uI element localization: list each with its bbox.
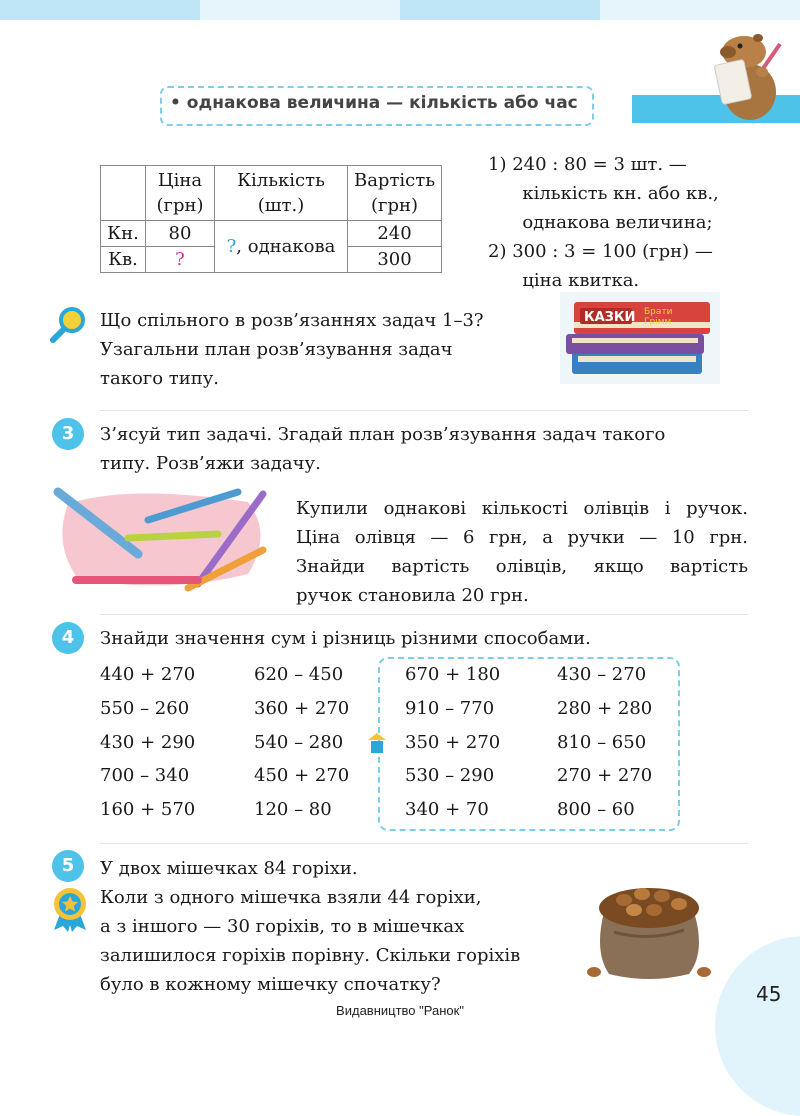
task4-instructions: Знайди значення сум і різниць різними способами. (100, 628, 591, 649)
solution-block (488, 150, 719, 295)
table-row-label: Кн. (101, 221, 146, 247)
price-table (100, 165, 442, 273)
page-number: 45 (756, 982, 782, 1006)
top-strip-4 (600, 0, 800, 20)
table-row (101, 221, 442, 247)
top-strip-2 (200, 0, 400, 20)
table-cell-cost: 240 (348, 221, 442, 247)
expression: 430 – 270 (557, 664, 647, 685)
task3-problem: Купили однакові кількості олівців і ручок. Ціна олівця — 6 грн, а ручки — 10 грн. Знайди вартість олівців, якщо вартість ручок становила 20 грн. (296, 498, 748, 606)
question-mark-blue: ? (226, 236, 237, 257)
expression: 430 + 290 (100, 732, 196, 753)
solution-line: кількість кн. або кв., (488, 183, 719, 204)
separator (100, 614, 748, 615)
task3-instructions: З’ясуй тип задачі. Згадай план розв’язування задач такого типу. Розв’яжи задачу. (100, 424, 666, 474)
expression: 810 – 650 (557, 732, 647, 753)
table-header-empty (101, 166, 146, 221)
house-marker-icon (368, 733, 386, 753)
page-corner-decoration (715, 936, 800, 1116)
table-header-price: Ціна (грн) (146, 166, 215, 221)
expression: 550 – 260 (100, 698, 190, 719)
question-text: Що спільного в розв’язаннях задач 1–3? Узагальни план розв’язування задач такого типу. (100, 310, 484, 389)
question-mark-pink: ? (146, 247, 215, 273)
separator (100, 410, 748, 411)
books-label-2: Брати (644, 307, 673, 317)
solution-line: однакова величина; (488, 212, 713, 233)
expression: 620 – 450 (254, 664, 344, 685)
separator (100, 843, 748, 844)
expression: 800 – 60 (557, 799, 635, 820)
table-cell-quantity: ?, однакова (215, 221, 348, 273)
expression: 670 + 180 (405, 664, 501, 685)
expression: 530 – 290 (405, 765, 495, 786)
table-cell-price: 80 (146, 221, 215, 247)
table-row-label: Кв. (101, 247, 146, 273)
expression: 350 + 270 (405, 732, 501, 753)
solution-line: 1) 240 : 80 = 3 шт. — (488, 154, 687, 175)
expression: 340 + 70 (405, 799, 489, 820)
top-strip-1 (0, 0, 200, 20)
pens-pencils-icon (48, 484, 278, 594)
expression: 700 – 340 (100, 765, 190, 786)
task-number-4: 4 (52, 622, 84, 654)
expression: 280 + 280 (557, 698, 653, 719)
publisher-footer: Видавництво "Ранок" (336, 1003, 464, 1018)
top-strip-3 (400, 0, 600, 20)
expression: 440 + 270 (100, 664, 196, 685)
table-header-quantity: Кількість (шт.) (215, 166, 348, 221)
books-label-3: Грімм (644, 317, 672, 327)
rule-text: • однакова величина — кількість або час (170, 93, 578, 113)
expression: 160 + 570 (100, 799, 196, 820)
expression: 360 + 270 (254, 698, 350, 719)
magnifier-icon (48, 305, 88, 345)
books-stack-icon (560, 292, 720, 384)
table-cell-cost: 300 (348, 247, 442, 273)
solution-line: ціна квитка. (488, 270, 640, 291)
expression: 910 – 770 (405, 698, 495, 719)
expression: 120 – 80 (254, 799, 332, 820)
expression: 450 + 270 (254, 765, 350, 786)
books-label-1: КАЗКИ (584, 310, 636, 325)
expression: 270 + 270 (557, 765, 653, 786)
task5-text: У двох мішечках 84 горіхи. Коли з одного мішечка взяли 44 горіхи, а з іншого — 30 горіхів, то в мішечках залишилося горіхів порівну. Скільки горіхів було в кожному мішечку спочатку? (100, 858, 521, 995)
medal-star-icon (50, 886, 90, 932)
solution-line: 2) 300 : 3 = 100 (грн) — (488, 241, 713, 262)
capybara-mascot-icon (700, 22, 800, 122)
table-header-row (101, 166, 442, 221)
task-number-5: 5 (52, 850, 84, 882)
table-header-cost: Вартість (грн) (348, 166, 442, 221)
nut-sack-icon (584, 872, 714, 982)
task-number-3: 3 (52, 418, 84, 450)
expression: 540 – 280 (254, 732, 344, 753)
